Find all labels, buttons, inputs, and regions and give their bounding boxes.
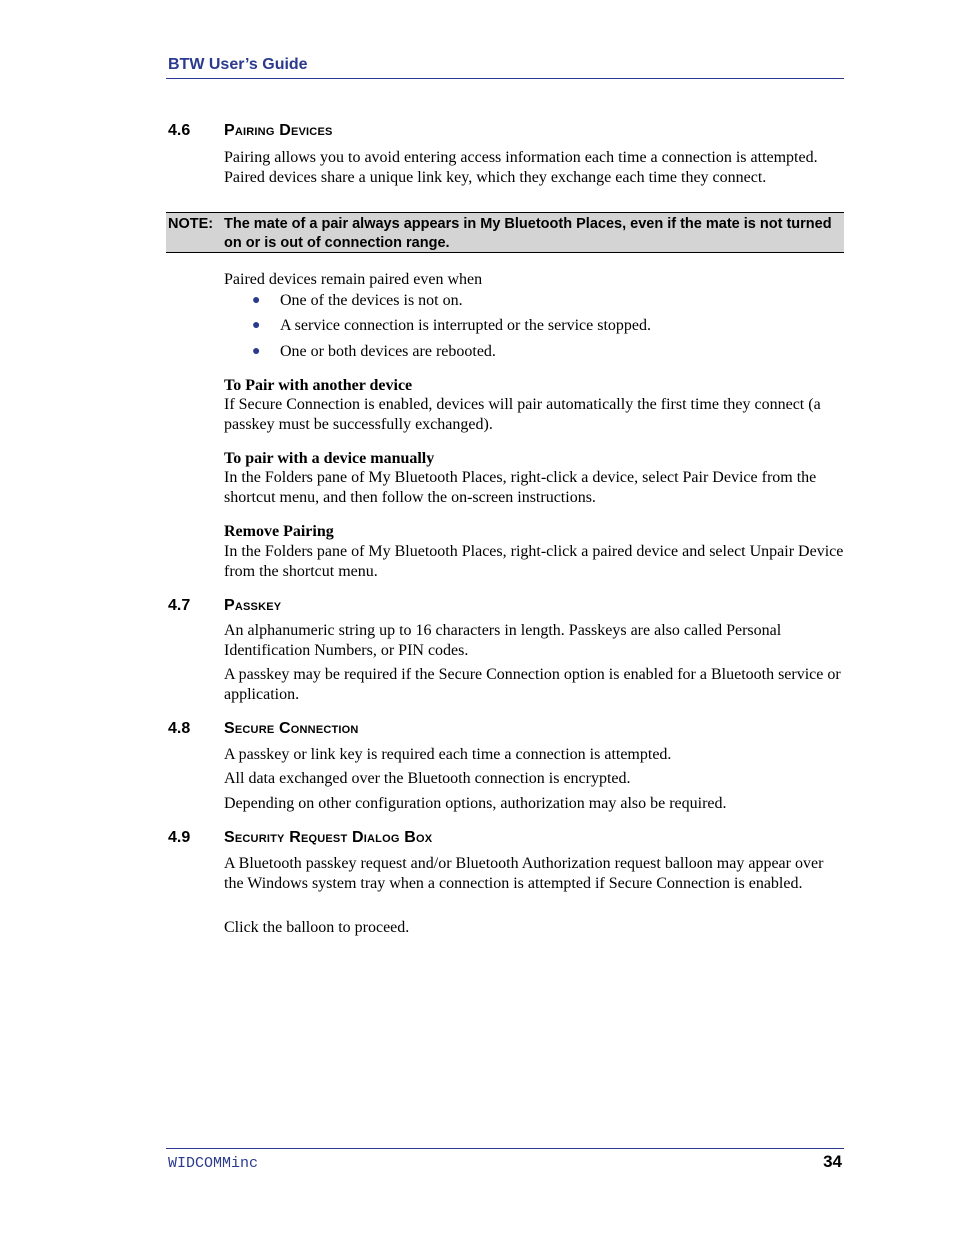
remove-pairing-heading: Remove Pairing — [224, 523, 334, 540]
pairing-intro: Pairing allows you to avoid entering access information each time a connection is attempted. Paired devices share a unique link key, which they exchange each time they connect. — [224, 149, 818, 186]
secure-paragraph-3: Depending on other configuration options, authorization may also be required. — [224, 795, 727, 812]
section-title: Pairing Devices — [224, 122, 333, 139]
section-number: 4.8 — [168, 720, 191, 737]
header-divider — [166, 78, 844, 79]
secure-paragraph-2: All data exchanged over the Bluetooth connection is encrypted. — [224, 770, 631, 787]
section-number: 4.6 — [168, 122, 191, 139]
pair-another-text: If Secure Connection is enabled, devices will pair automatically the first time they connect (a passkey must be successfully exchanged). — [224, 396, 821, 433]
section-heading-4-7 — [168, 597, 281, 615]
section-heading-4-6 — [168, 122, 333, 140]
bullet-icon: ● — [252, 293, 261, 308]
section-heading-4-8 — [168, 720, 359, 738]
bullet-icon: ● — [252, 344, 261, 359]
security-dialog-paragraph-1: A Bluetooth passkey request and/or Bluetooth Authorization request balloon may appear over the Windows system tray when a connection is attempted if Secure Connection is enabled. — [224, 855, 824, 892]
section-title: Secure Connection — [224, 720, 359, 737]
footer-company: WIDCOMMinc — [168, 1155, 259, 1172]
page-number: 34 — [823, 1152, 842, 1171]
footer-divider — [166, 1148, 844, 1149]
note-text: The mate of a pair always appears in My Bluetooth Places, even if the mate is not turned on or is out of connection range. — [224, 216, 832, 251]
note-box — [166, 212, 844, 253]
passkey-paragraph-2: A passkey may be required if the Secure Connection option is enabled for a Bluetooth service or application. — [224, 666, 841, 703]
passkey-paragraph-1: An alphanumeric string up to 16 characters in length. Passkeys are also called Personal Identification Numbers, or PIN codes. — [224, 622, 782, 659]
paired-remain-text: Paired devices remain paired even when — [224, 271, 483, 288]
pair-manual-text: In the Folders pane of My Bluetooth Places, right-click a device, select Pair Device from the shortcut menu, and then follow the on-screen instructions. — [224, 469, 817, 506]
remove-pairing-text: In the Folders pane of My Bluetooth Places, right-click a paired device and select Unpair Device from the shortcut menu. — [224, 543, 844, 580]
section-title: Passkey — [224, 597, 282, 614]
note-label: NOTE: — [168, 216, 214, 232]
secure-paragraph-1: A passkey or link key is required each time a connection is attempted. — [224, 746, 672, 763]
pair-another-heading: To Pair with another device — [224, 377, 413, 394]
document-title: BTW User’s Guide — [168, 56, 308, 73]
section-title: Security Request Dialog Box — [224, 829, 433, 846]
bullet-icon: ● — [252, 318, 261, 333]
pair-manual-heading: To pair with a device manually — [224, 450, 435, 467]
section-number: 4.9 — [168, 829, 191, 846]
security-dialog-paragraph-2: Click the balloon to proceed. — [224, 919, 410, 936]
section-heading-4-9 — [168, 829, 432, 847]
section-number: 4.7 — [168, 597, 191, 614]
